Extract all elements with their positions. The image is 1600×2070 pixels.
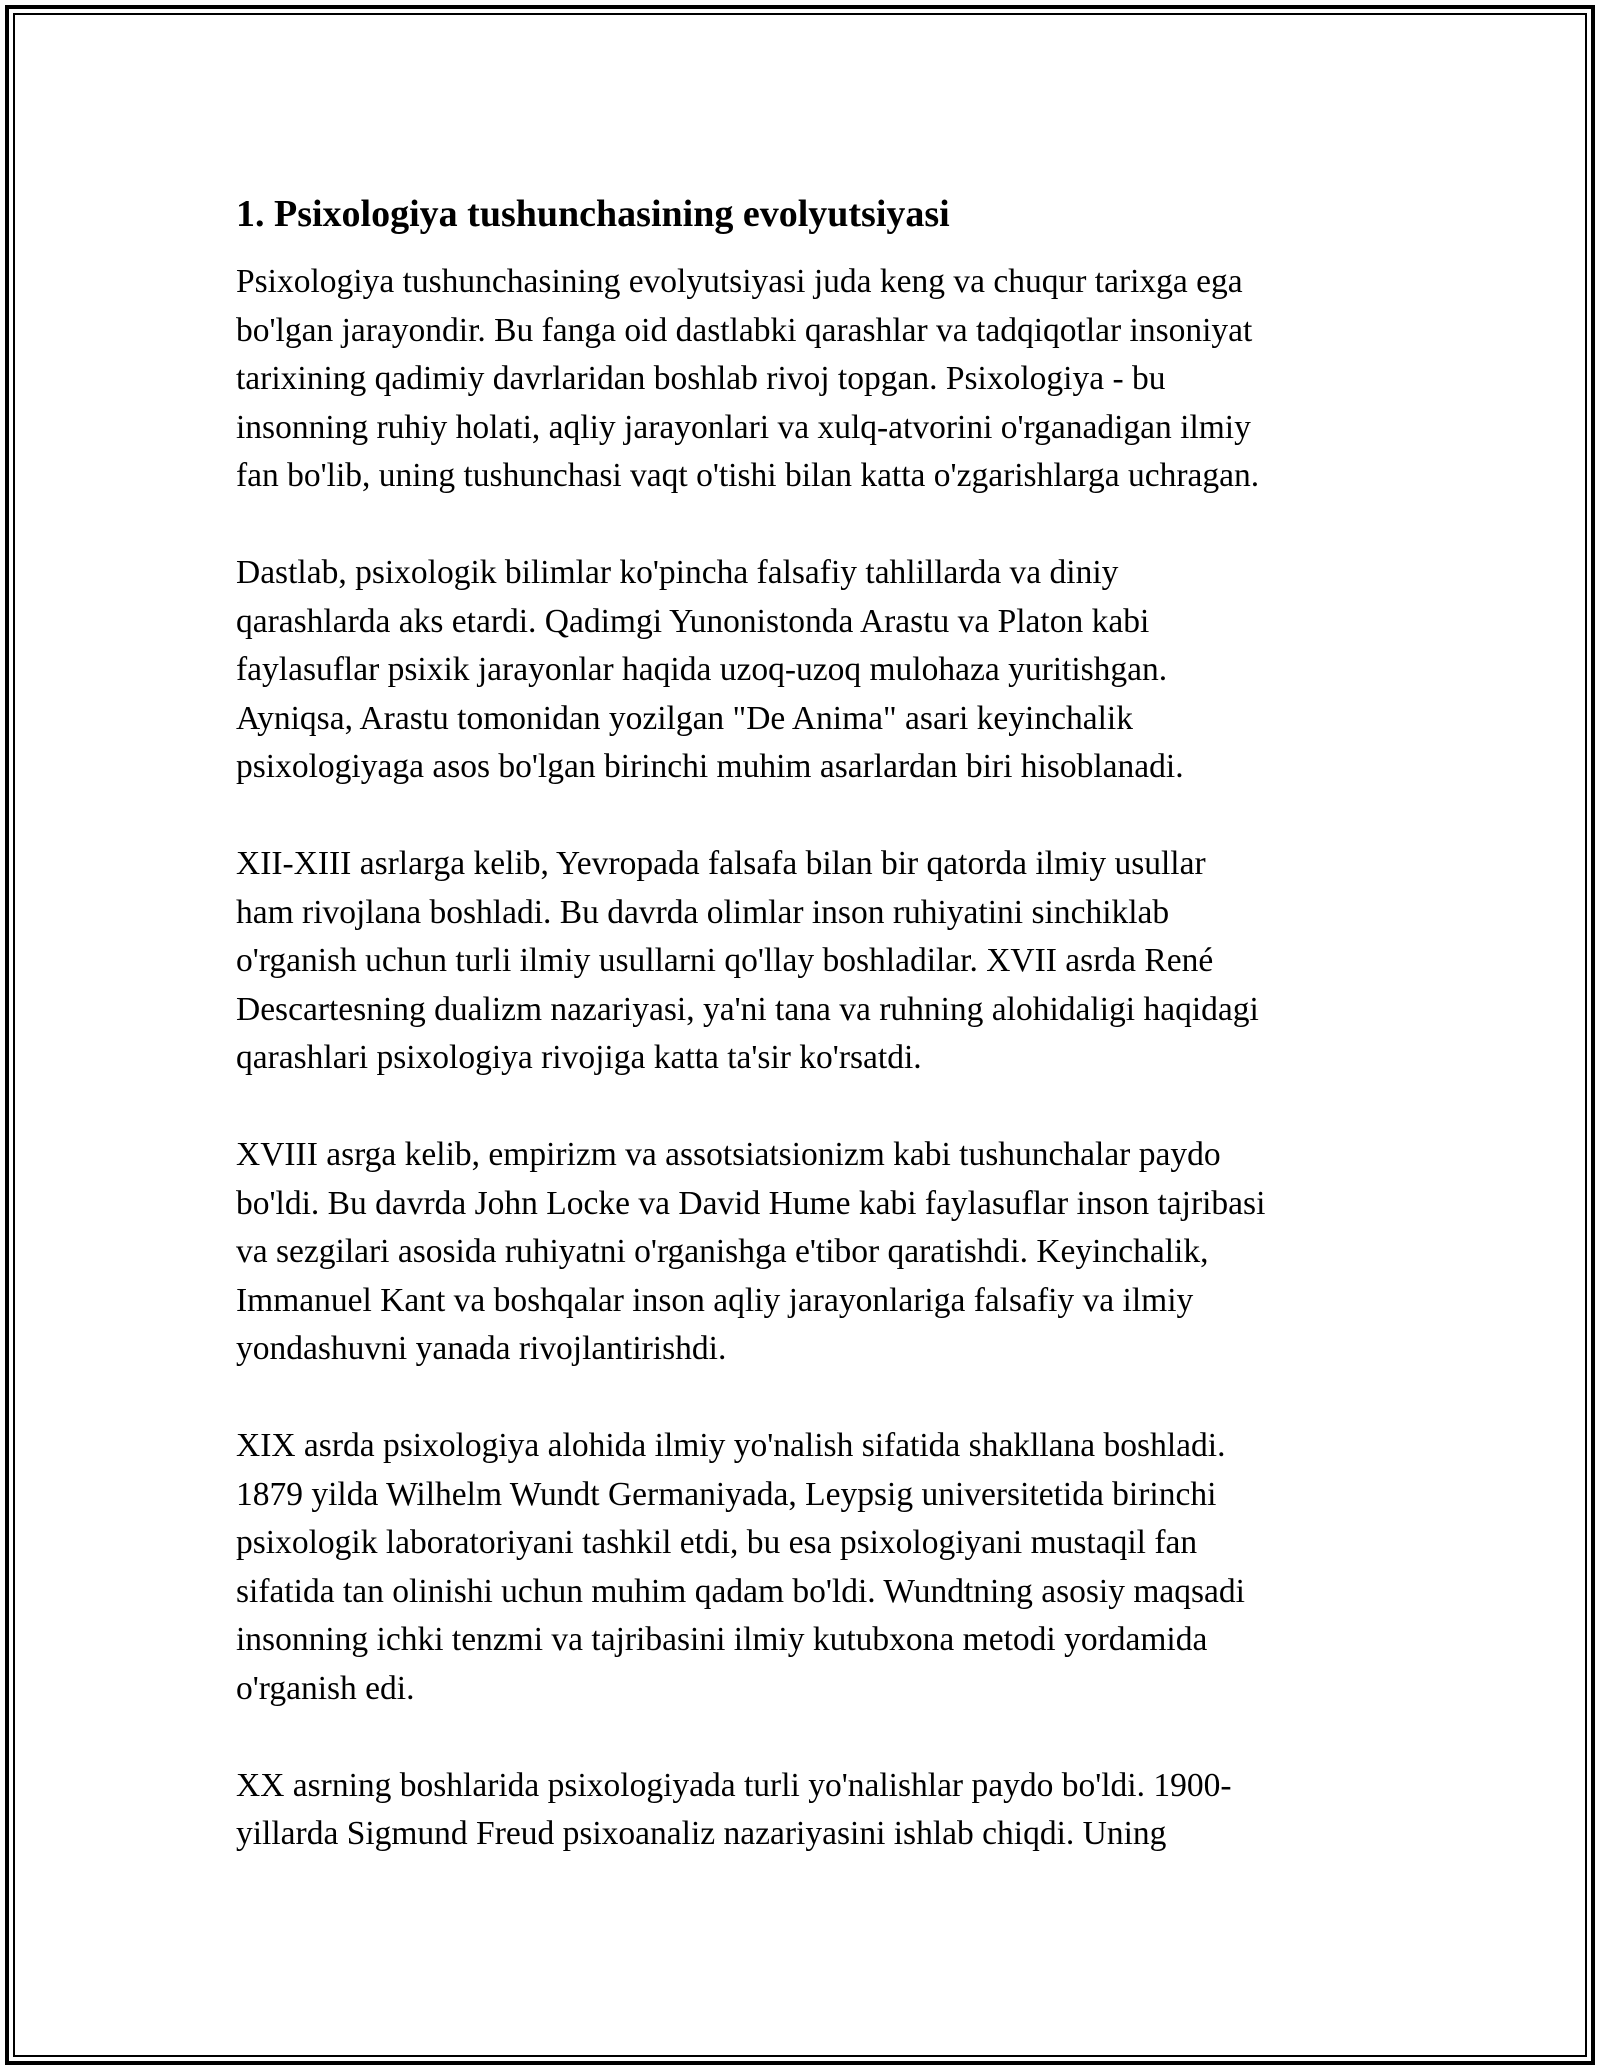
paragraph-2: Dastlab, psixologik bilimlar ko'pincha falsafiy tahlillarda va diniy qarashlarda aks etardi. Qadimgi Yunonistonda Arastu va Platon kabi faylasuflar psixik jarayonlar haqida uzoq-uzoq mulohaza yuritishgan. Ayniqsa, Arastu tomonidan yozilgan "De Anima" asari keyinchalik psixologiyaga asos bo'lgan birinchi muhim asarlardan biri hisoblanadi. [236,554,1184,785]
paragraph-4: XVIII asrga kelib, empirizm va assotsiatsionizm kabi tushunchalar paydo bo'ldi. Bu davrda John Locke va David Hume kabi faylasuflar inson tajribasi va sezgilari asosida ruhiyatni o'rganishga e'tibor qaratishdi. Keyinchalik, Immanuel Kant va boshqalar inson aqliy jarayonlariga falsafiy va ilmiy yondashuvni yanada rivojlantirishdi. [236,1136,1266,1367]
paragraph-1: Psixologiya tushunchasining evolyutsiyasi juda keng va chuqur tarixga ega bo'lgan jarayondir. Bu fanga oid dastlabki qarashlar va tadqiqotlar insoniyat tarixining qadimiy davrlaridan boshlab rivoj topgan. Psixologiya - bu insonning ruhiy holati, aqliy jarayonlari va xulq-atvorini o'rganadigan ilmiy fan bo'lib, uning tushunchasi vaqt o'tishi bilan katta o'zgarishlarga uchragan. [236,263,1260,494]
paragraph-3: XII-XIII asrlarga kelib, Yevropada falsafa bilan bir qatorda ilmiy usullar ham rivojlana boshladi. Bu davrda olimlar inson ruhiyatini sinchiklab o'rganish uchun turli ilmiy usullarni qo'llay boshladilar. XVII asrda René Descartesning dualizm nazariyasi, ya'ni tana va ruhning alohidaligi haqidagi qarashlari psixologiya rivojiga katta ta'sir ko'rsatdi. [236,845,1259,1076]
paragraph-6: XX asrning boshlarida psixologiyada turli yo'nalishlar paydo bo'ldi. 1900- yillarda Sigmund Freud psixoanaliz nazariyasini ishlab chiqdi. Uning [236,1766,1232,1852]
document-body [236,186,1366,1907]
section-heading: 1. Psixologiya tushunchasining evolyutsiyasi [236,193,950,235]
paragraph-5: XIX asrda psixologiya alohida ilmiy yo'nalish sifatida shakllana boshladi. 1879 yilda Wilhelm Wundt Germaniyada, Leypsig universitetida birinchi psixologik laboratoriyani tashkil etdi, bu esa psixologiyani mustaqil fan sifatida tan olinishi uchun muhim qadam bo'ldi. Wundtning asosiy maqsadi insonning ichki tenzmi va tajribasini ilmiy kutubxona metodi yordamida o'rganish edi. [236,1427,1245,1707]
